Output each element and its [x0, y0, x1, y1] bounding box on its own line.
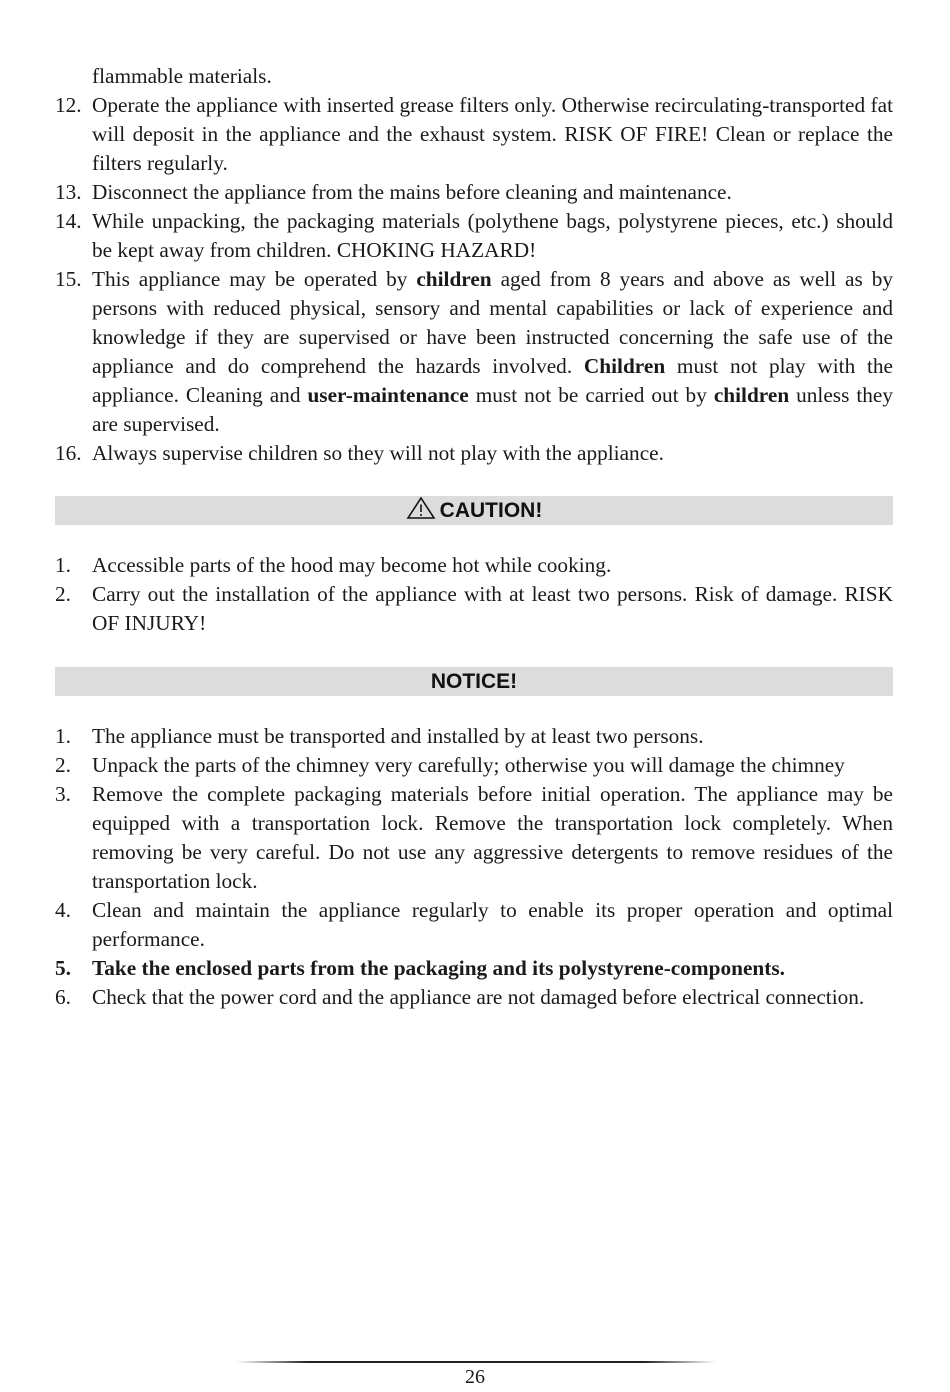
intro-continuation: flammable materials.	[92, 64, 272, 88]
item-number: 16.	[55, 441, 82, 465]
item-text: Disconnect the appliance from the mains before cleaning and maintenance.	[92, 180, 732, 204]
item-number: 1.	[55, 724, 71, 748]
caution-banner	[55, 496, 893, 525]
list-item	[55, 983, 893, 1012]
item-text-seg: unless they are supervised.	[92, 383, 894, 436]
item-number: 2.	[55, 753, 71, 777]
item-text: Take the enclosed parts from the packaging and its polystyrene-components.	[92, 956, 785, 980]
item-number: 14.	[55, 209, 82, 233]
emphasis-user-maintenance: user-maintenance	[307, 383, 469, 407]
item-text: Always supervise children so they will not play with the appliance.	[92, 441, 664, 465]
item-text: Unpack the parts of the chimney very carefully; otherwise you will damage the chimney	[92, 753, 845, 777]
item-number: 3.	[55, 782, 71, 806]
item-number: 12.	[55, 93, 82, 117]
page-number: 26	[465, 1366, 485, 1388]
footer-divider	[236, 1361, 716, 1363]
item-number: 5.	[55, 956, 71, 980]
item-text: Clean and maintain the appliance regularly to enable its proper operation and optimal performance.	[92, 898, 893, 951]
emphasis-children: children	[713, 383, 790, 407]
list-item	[55, 91, 893, 178]
list-item	[55, 580, 893, 638]
item-number: 4.	[55, 898, 71, 922]
notice-title: NOTICE!	[430, 670, 518, 693]
item-text-seg: This appliance may be operated by	[92, 267, 417, 291]
list-item	[55, 551, 893, 580]
item-text: Accessible parts of the hood may become hot while cooking.	[92, 553, 612, 577]
list-item-bold	[55, 954, 893, 983]
item-text: While unpacking, the packaging materials (polythene bags, polystyrene pieces, etc.) should be kept away from children. CHOKING HAZARD!	[92, 209, 893, 262]
item-text: Check that the power cord and the appliance are not damaged before electrical connection.	[92, 985, 865, 1009]
item-text-seg: must not play with the appliance. Cleaning and	[92, 354, 893, 407]
list-item	[55, 265, 893, 439]
item-number: 6.	[55, 985, 71, 1009]
item-text: Operate the appliance with inserted grease filters only. Otherwise recirculating-transported fat will deposit in the appliance and the exhaust system. RISK OF FIRE! Clean or replace the filters regularly.	[92, 93, 893, 175]
caution-title: CAUTION!	[439, 499, 543, 522]
emphasis-children: Children	[583, 354, 666, 378]
list-item	[55, 722, 893, 751]
list-item	[55, 896, 893, 954]
emphasis-children: children	[416, 267, 492, 291]
warnings-list	[55, 91, 893, 468]
notice-banner	[55, 667, 893, 696]
caution-list	[55, 551, 893, 638]
list-item	[55, 439, 893, 468]
item-number: 13.	[55, 180, 82, 204]
warning-triangle-icon	[406, 496, 436, 520]
item-text: The appliance must be transported and installed by at least two persons.	[92, 724, 704, 748]
item-number: 2.	[55, 582, 71, 606]
item-text: Carry out the installation of the appliance with at least two persons. Risk of damage. RISK OF INJURY!	[92, 582, 893, 635]
notice-list	[55, 722, 893, 1012]
list-item	[55, 207, 893, 265]
item-text-seg: must not be carried out by	[468, 383, 714, 407]
page-content	[55, 62, 893, 1012]
item-text: Remove the complete packaging materials before initial operation. The appliance may be equipped with a transportation lock. Remove the transportation lock completely. When removing be very careful. Do not use any aggressive detergents to remove residues of the transportation lock.	[92, 782, 893, 893]
list-item	[55, 178, 893, 207]
item-number: 15.	[55, 267, 82, 291]
item-text-seg: aged from 8 years and above as well as by persons with reduced physical, sensory and mental capabilities or lack of experience and knowledge if they are supervised or have been instructed concerning the safe use of the appliance and do comprehend the hazards involved.	[92, 267, 894, 378]
list-item	[55, 751, 893, 780]
list-item	[55, 780, 893, 896]
item-number: 1.	[55, 553, 71, 577]
